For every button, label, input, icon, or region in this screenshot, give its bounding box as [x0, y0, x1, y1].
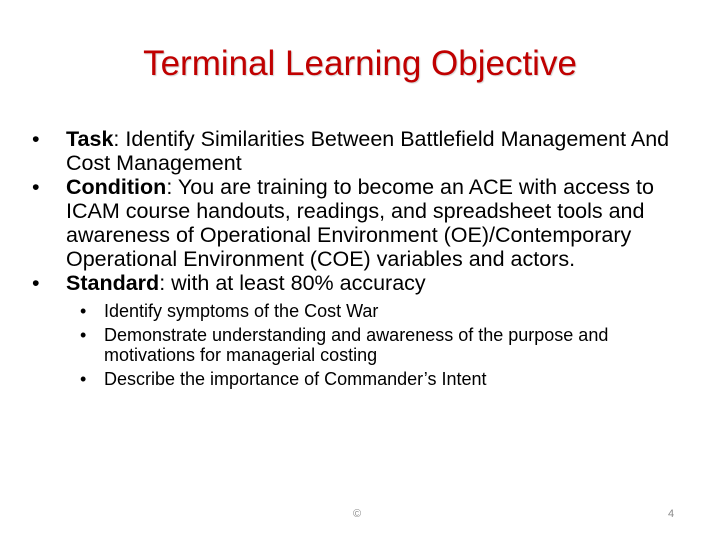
sub-bullet: [78, 301, 700, 321]
slide-body: [30, 127, 700, 393]
bullet-standard-text: : with at least 80% accuracy: [159, 271, 426, 295]
page-number: 4: [668, 508, 675, 520]
sub-bullet-text: Describe the importance of Commander’s Intent: [104, 369, 487, 389]
sub-bullet-text: Demonstrate understanding and awareness of the purpose and motivations for managerial costing: [104, 325, 609, 365]
bullet-task-lead: Task: [66, 127, 114, 151]
bullet-task-text: : Identify Similarities Between Battlefield Management And Cost Management: [66, 127, 670, 175]
bullet-task: [30, 127, 700, 175]
bullet-condition: [30, 175, 700, 271]
bullet-dot-icon: •: [32, 127, 40, 151]
standard-sub-list: [78, 301, 700, 389]
bullet-condition-lead: Condition: [66, 175, 167, 199]
sub-bullet: [78, 325, 700, 365]
bullet-dot-icon: •: [32, 271, 40, 295]
copyright-mark: ©: [353, 508, 362, 520]
bullet-standard: [30, 271, 700, 295]
bullet-dot-icon: •: [80, 301, 87, 321]
slide-title: Terminal Learning Objective: [143, 44, 577, 83]
bullet-condition-text: : You are training to become an ACE with access to ICAM course handouts, readings, and spreadsheet tools and awareness of Operational Environment (OE)/Contemporary Operational Environment (COE) variables and actors.: [66, 175, 654, 271]
bullet-dot-icon: •: [32, 175, 40, 199]
sub-bullet-text: Identify symptoms of the Cost War: [104, 301, 379, 321]
bullet-standard-lead: Standard: [66, 271, 160, 295]
bullet-dot-icon: •: [80, 325, 87, 345]
sub-bullet: [78, 369, 700, 389]
bullet-dot-icon: •: [80, 369, 87, 389]
